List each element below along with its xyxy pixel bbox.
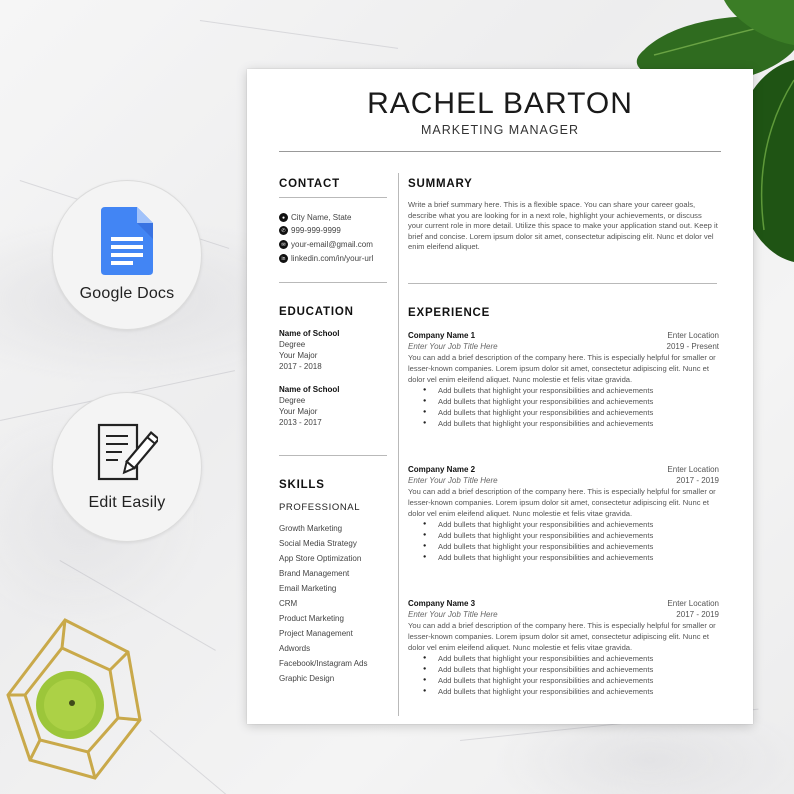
job-location: Enter Location [667,331,719,340]
google-docs-icon [101,207,153,275]
job-description: You can add a brief description of the company here. This is especially helpful for smaller or lesser-known companies. Lorem ipsum dolor sit amet, consectetur adipiscing elit. Nunc et dolor vel enim eleifend aliquet. Nunc molestie et felis vitae gravida. [408,353,716,384]
skills-heading: SKILLS [279,479,325,491]
job-bullet: ● Add bullets that highlight your responsibilities and achievements [408,519,719,530]
company-name: Company Name 3 [408,599,476,608]
contact-email [279,240,373,249]
skill-item: CRM [279,599,298,608]
skill-item: Growth Marketing [279,524,343,533]
job-bullet: ● Add bullets that highlight your responsibilities and achievements [408,530,719,541]
marble-vein [200,20,398,49]
skills-subheading: PROFESSIONAL [279,502,361,513]
skill-item: Email Marketing [279,584,337,593]
job-entry [408,598,719,697]
linkedin-icon: in [279,254,288,263]
job-bullet: ● Add bullets that highlight your responsibilities and achievements [408,541,719,552]
resume-name: RACHEL BARTON [367,87,633,120]
job-dates: 2017 - 2019 [676,476,719,485]
contact-rule [279,197,387,198]
job-bullet: ● Add bullets that highlight your responsibilities and achievements [408,418,719,429]
edit-easily-badge [52,392,202,542]
phone-icon: ✆ [279,226,288,235]
job-bullet: ● Add bullets that highlight your responsibilities and achievements [408,653,719,664]
job-location: Enter Location [667,599,719,608]
degree: Degree [279,396,306,405]
job-entry [408,330,719,429]
skill-item: Brand Management [279,569,350,578]
school-name: Name of School [279,329,340,338]
column-divider [398,173,399,716]
education-heading: EDUCATION [279,306,354,318]
job-entry [408,464,719,563]
summary-bottom-rule [408,283,717,284]
contact-linkedin [279,254,389,263]
job-dates: 2017 - 2019 [676,610,719,619]
location-icon: ● [279,213,288,222]
contact-phone [279,226,341,235]
google-docs-label: Google Docs [79,285,175,302]
skill-item: Project Management [279,629,353,638]
google-docs-badge [52,180,202,330]
contact-email-text: your-email@gmail.com [291,240,373,249]
job-bullet: ● Add bullets that highlight your responsibilities and achievements [408,407,719,418]
job-bullet: ● Add bullets that highlight your responsibilities and achievements [408,675,719,686]
company-name: Company Name 2 [408,465,476,474]
job-bullet: ● Add bullets that highlight your responsibilities and achievements [408,385,719,396]
contact-heading: CONTACT [279,178,340,190]
years: 2017 - 2018 [279,362,322,371]
skill-item: Social Media Strategy [279,539,357,548]
experience-heading: EXPERIENCE [408,307,491,319]
contact-bottom-rule [279,282,387,283]
contact-linkedin-text: linkedin.com/in/your-url [291,254,374,263]
education-entry [279,328,339,372]
edit-document-icon [96,422,158,484]
degree: Degree [279,340,306,349]
job-bullets [408,385,719,429]
resume-role: MARKETING MANAGER [421,123,579,137]
school-name: Name of School [279,385,340,394]
summary-text: Write a brief summary here. This is a flexible space. You can share your career goals, describe what you are looking for in a next role, highlight your achievements, or discuss your current role in more detail. Utilize this space to make your application stand out. Keep it brief and concise. Lorem ipsum dolor sit amet, consectetur adipiscing elit. Nunc et dolor vel enim eleifend aliquet. [408,200,718,252]
job-title: Enter Your Job Title Here [408,342,498,351]
job-bullet: ● Add bullets that highlight your responsibilities and achievements [408,396,719,407]
skill-item: Graphic Design [279,674,335,683]
candle-holder [0,600,170,794]
company-name: Company Name 1 [408,331,476,340]
job-bullet: ● Add bullets that highlight your responsibilities and achievements [408,552,719,563]
job-bullet: ● Add bullets that highlight your responsibilities and achievements [408,686,719,697]
email-icon: ✉ [279,240,288,249]
job-description: You can add a brief description of the company here. This is especially helpful for smaller or lesser-known companies. Lorem ipsum dolor sit amet, consectetur adipiscing elit. Nunc et dolor vel enim eleifend aliquet. Nunc molestie et felis vitae gravida. [408,487,716,518]
edit-easily-label: Edit Easily [88,494,166,511]
skill-item: Product Marketing [279,614,344,623]
education-bottom-rule [279,455,387,456]
job-bullets [408,519,719,563]
skill-item: App Store Optimization [279,554,362,563]
job-title: Enter Your Job Title Here [408,476,498,485]
education-entry [279,384,339,428]
contact-location [279,213,351,222]
job-dates: 2019 - Present [666,342,719,351]
job-bullets [408,653,719,697]
header-divider [279,151,721,152]
skill-item: Adwords [279,644,311,653]
contact-phone-text: 999-999-9999 [291,226,341,235]
resume-page [247,69,753,724]
major: Your Major [279,351,318,360]
years: 2013 - 2017 [279,418,322,427]
summary-heading: SUMMARY [408,178,473,190]
job-description: You can add a brief description of the company here. This is especially helpful for smaller or lesser-known companies. Lorem ipsum dolor sit amet, consectetur adipiscing elit. Nunc et dolor vel enim eleifend aliquet. Nunc molestie et felis vitae gravida. [408,621,716,652]
contact-location-text: City Name, State [291,213,352,222]
job-location: Enter Location [667,465,719,474]
skill-item: Facebook/Instagram Ads [279,659,368,668]
job-bullet: ● Add bullets that highlight your responsibilities and achievements [408,664,719,675]
job-title: Enter Your Job Title Here [408,610,498,619]
major: Your Major [279,407,318,416]
